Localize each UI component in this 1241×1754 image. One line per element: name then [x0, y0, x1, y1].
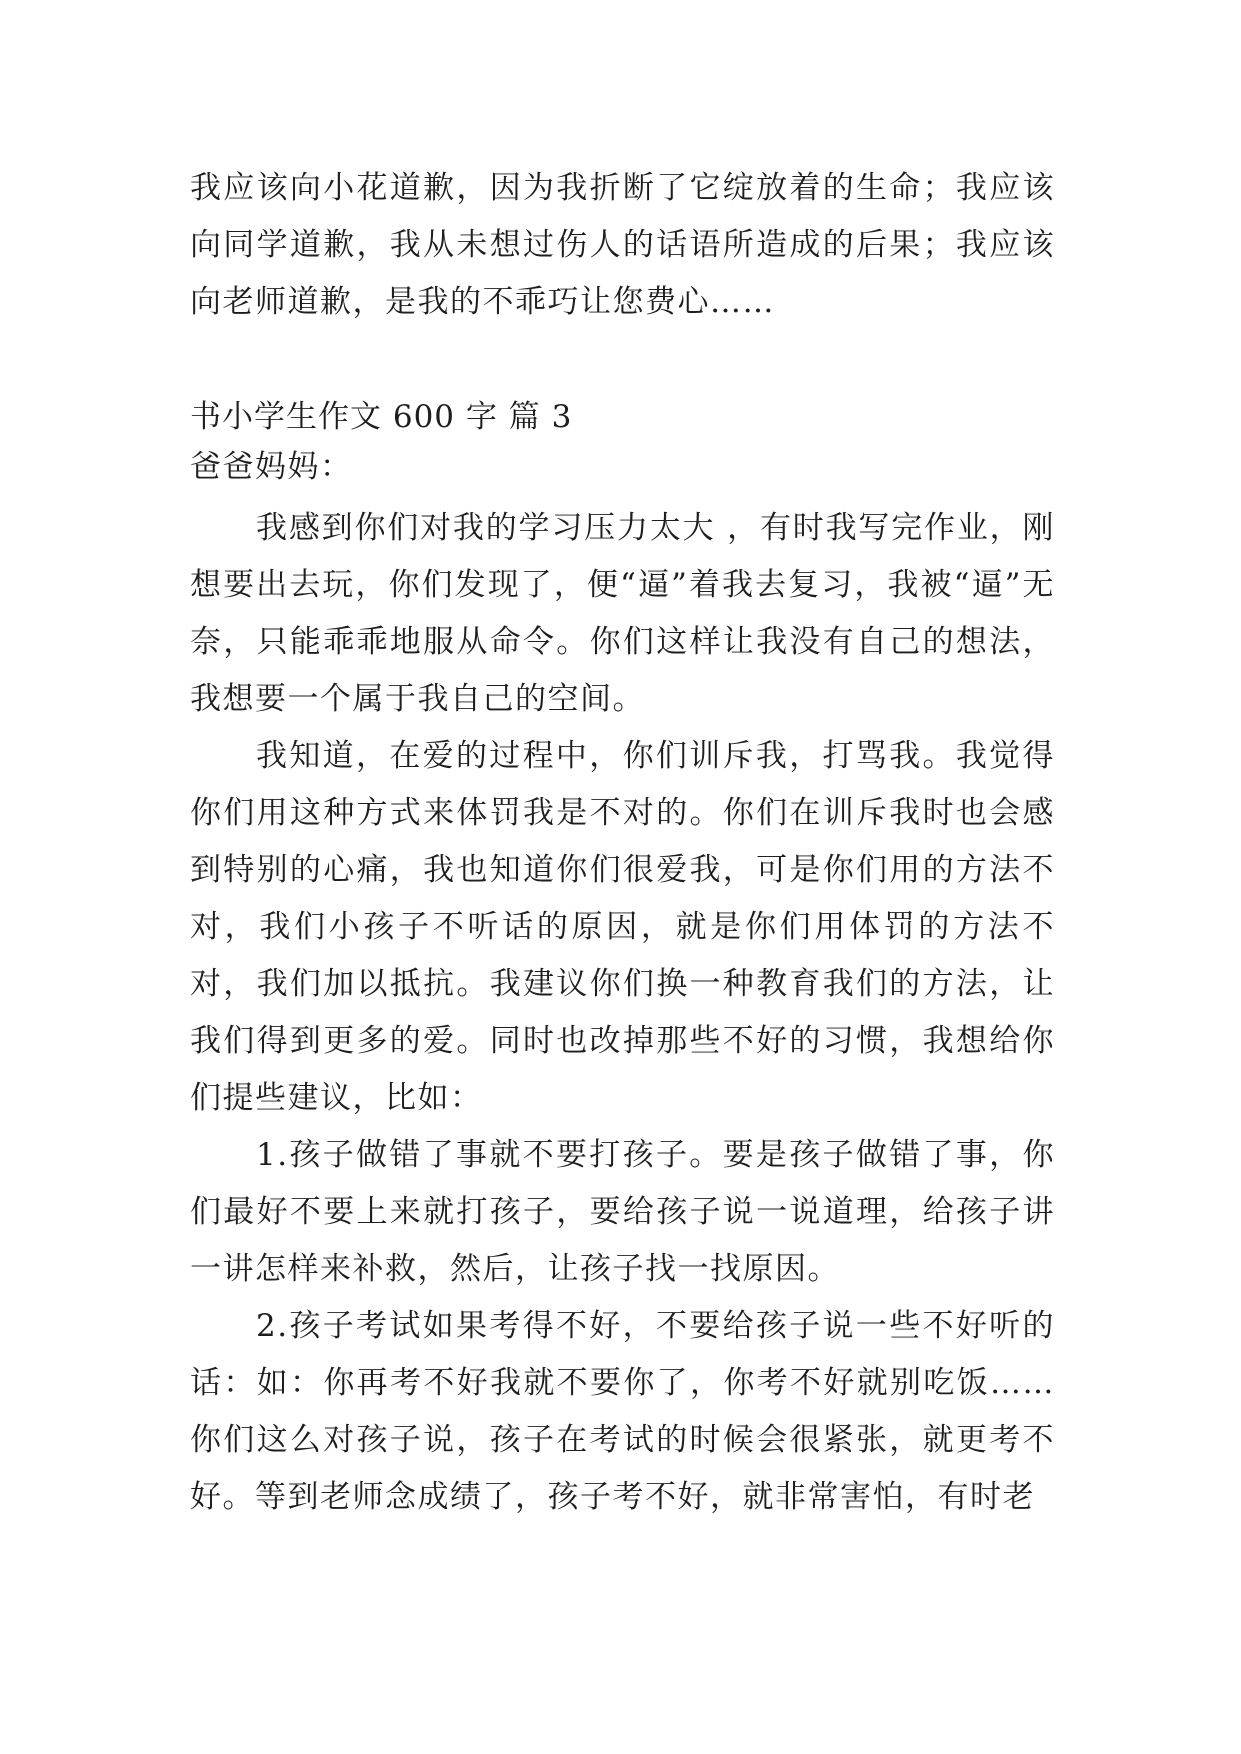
body-paragraph: 我感到你们对我的学习压力太大 ，有时我写完作业，刚想要出去玩，你们发现了，便“逼”着我去复习，我被“逼”无奈，只能乖乖地服从命令。你们这样让我没有自己的想法，我想要一个属于我自己的空间。 — [190, 510, 1055, 717]
previous-section-text — [190, 160, 1055, 331]
suggestion-paragraph: 2.孩子考试如果考得不好，不要给孩子说一些不好听的话：如：你再考不好我就不要你了，你考不好就别吃饭……你们这么对孩子说，孩子在考试的时候会很紧张，就更考不好。等到老师念成绩了，孩子考不好，就非常害怕，有时老 — [190, 1308, 1055, 1515]
section-heading: 书小学生作文 600 字 篇 3 — [190, 399, 573, 435]
letter-salutation: 爸爸妈妈： — [190, 449, 353, 485]
body-paragraph: 我知道，在爱的过程中，你们训斥我，打骂我。我觉得你们用这种方式来体罚我是不对的。你们在训斥我时也会感到特别的心痛，我也知道你们很爱我，可是你们用的方法不对，我们小孩子不听话的原因，就是你们用体罚的方法不对，我们加以抵抗。我建议你们换一种教育我们的方法，让我们得到更多的爱。同时也改掉那些不好的习惯，我想给你们提些建议，比如： — [190, 738, 1055, 1116]
suggestion-paragraph: 1.孩子做错了事就不要打孩子。要是孩子做错了事，你们最好不要上来就打孩子，要给孩子说一说道理，给孩子讲一讲怎样来补救，然后，让孩子找一找原因。 — [190, 1137, 1055, 1287]
closing-paragraph: 我应该向小花道歉，因为我折断了它绽放着的生命；我应该向同学道歉，我从未想过伤人的话语所造成的后果；我应该向老师道歉，是我的不乖巧让您费心…… — [190, 170, 1055, 320]
essay-section — [190, 392, 1055, 1526]
